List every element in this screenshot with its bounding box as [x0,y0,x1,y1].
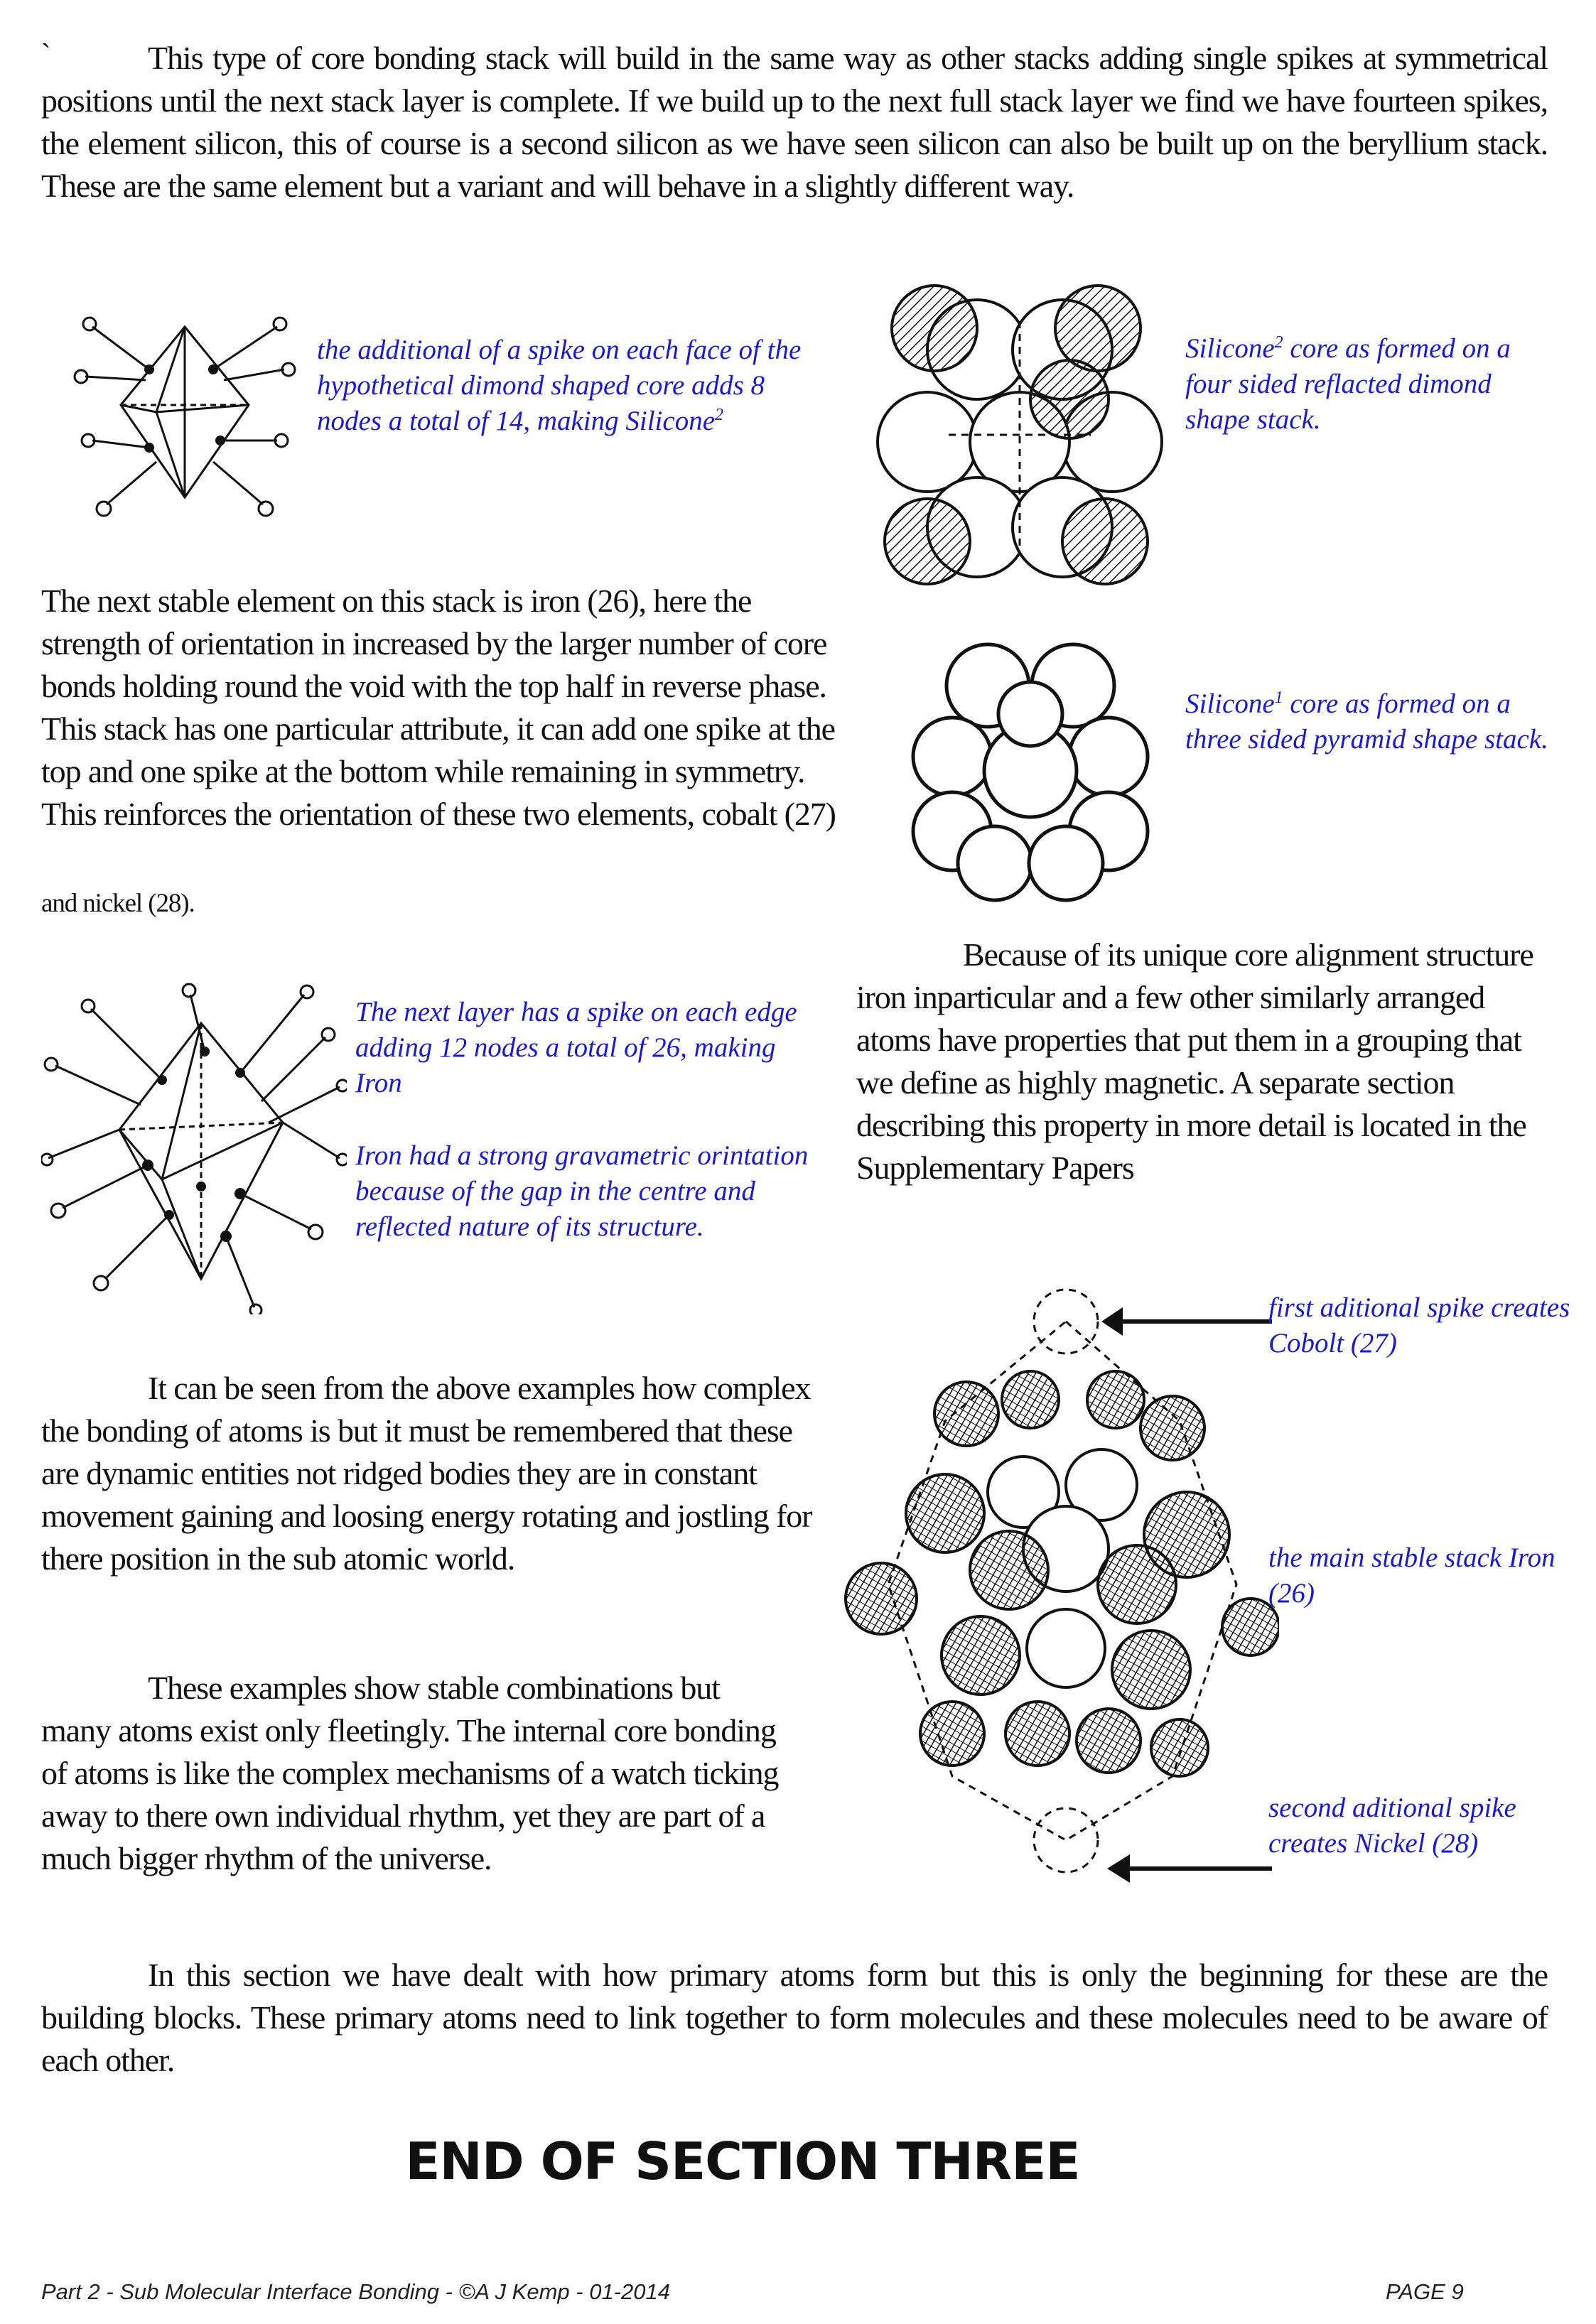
section-paragraph: In this section we have dealt with how primary atoms form but this is only the beginning for these are the building blocks. These primary atoms need to link together to form molecules and these molecules need to be aware of each other. [41,1957,1548,2078]
magnetic-paragraph: Because of its unique core alignment structure iron inparticular and a few other similarly arranged atoms have properties that put them in a grouping that we define as highly magnetic. A separate section describing this property in more detail is located in the Supplementary Papers [856,936,1533,1186]
footer-left: Part 2 - Sub Molecular Interface Bonding - ©A J Kemp - 01-2014 [41,2279,670,2304]
diamond-core-caption: the additional of a spike on each face of the hypothetical dimond shaped core adds 8 nodes a total of 14, making Silicone$^2$ [317,335,802,436]
stray-tick-mark: ` [41,38,51,70]
iron-layer-caption: The next layer has a spike on each edge adding 12 nodes a total of 26, making Iron [355,997,797,1098]
stable-paragraph: These examples show stable combinations but many atoms exist only fleetingly. The internal core bonding of atoms is like the complex mechanisms of a watch ticking away to there own individual rhythm, yet they are part of a much bigger rhythm of the universe. [41,1670,779,1876]
iron-spikes-figure [41,980,347,1314]
four-sided-stack-sketch-icon [870,279,1169,591]
iron-spike-sketch-icon [41,980,347,1314]
diamond-core-sketch-icon [71,298,298,526]
silicone2-caption: Silicone$^2$ core as formed on a four sided reflacted dimond shape stack. [1185,333,1511,435]
pyramid-stack-sketch-icon [910,636,1151,906]
diamond-core-figure [71,298,298,526]
nickel-caption: second aditional spike creates Nickel (28) [1268,1793,1516,1859]
section-end-title: END OF SECTION THREE [405,2131,1080,2191]
iron-stack-caption: the main stable stack Iron (26) [1268,1542,1555,1609]
iron-cluster-figure [839,1279,1279,1883]
iron-cluster-sketch-icon [839,1279,1279,1883]
intro-paragraph: This type of core bonding stack will build in the same way as other stacks adding single spikes at symmetrical positions until the next stack layer is complete. If we build up to the next full stack layer we find we have fourteen spikes, the element silicon, this of course is a second silicon as we have seen silicon can also be built up on the beryllium stack. These are the same element but a variant and will behave in a slightly different way. [41,40,1548,204]
silicone1-stack-figure [910,636,1151,906]
cobalt-caption: first aditional spike creates Cobolt (27) [1268,1292,1570,1358]
footer-page-number: PAGE 9 [1386,2279,1464,2304]
silicone2-stack-figure [870,279,1169,591]
iron-gravametric-caption: Iron had a strong gravametric orintation because of the gap in the centre and reflected nature of its structure. [355,1140,809,1242]
complex-paragraph: It can be seen from the above examples how complex the bonding of atoms is but it must be remembered that these are dynamic entities not ridged bodies they are in constant movement gaining and loosing energy rotating and jostling for there position in the sub atomic world. [41,1370,812,1577]
silicone1-caption: Silicone$^1$ core as formed on a three sided pyramid shape stack. [1185,688,1548,755]
iron-paragraph-tail: and nickel (28). [41,889,195,918]
iron-paragraph: The next stable element on this stack is iron (26), here the strength of orientation in increased by the larger number of core bonds holding round the void with the top half in reverse phase. This stack has one particular attribute, it can add one spike at the top and one spike at the bottom while remaining in symmetry. This reinforces the orientation of these two elements, cobalt (27) [41,583,836,832]
